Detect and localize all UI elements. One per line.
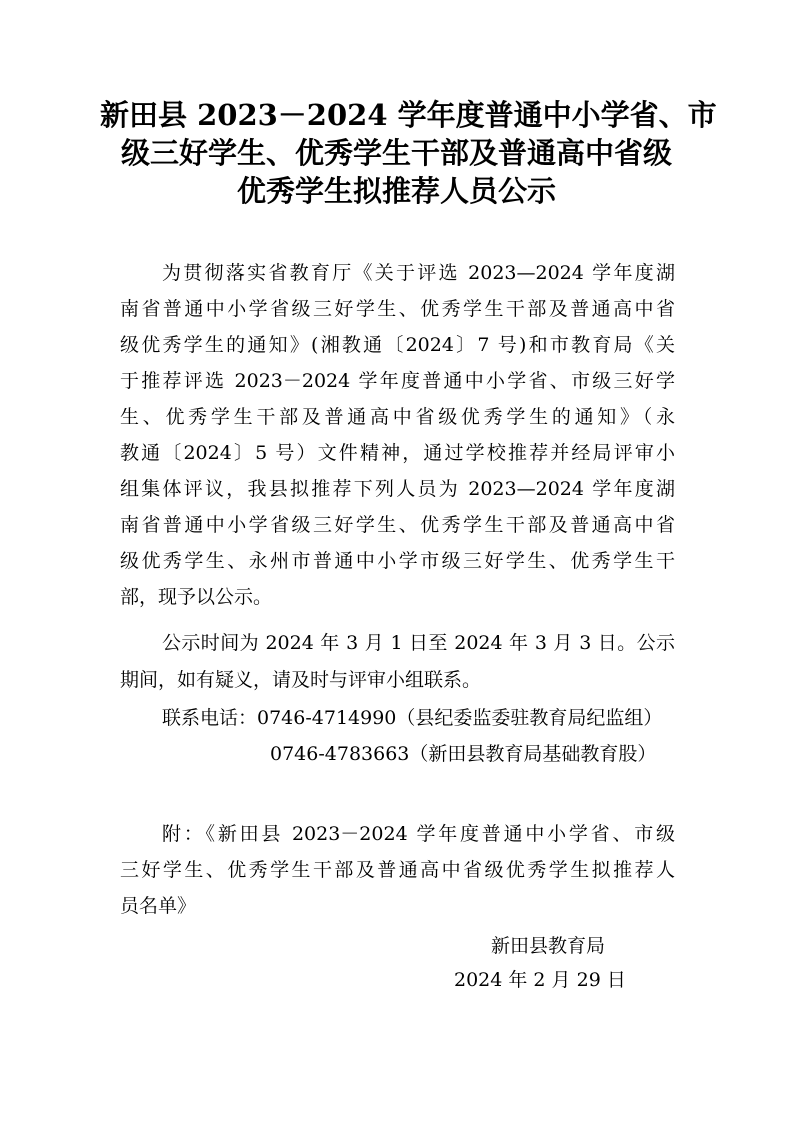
document-title — [100, 96, 717, 210]
contact-phone-1: 联系电话：0746-4714990（县纪委监委驻教育局纪监组） — [162, 707, 663, 729]
paragraph-1-line: 南省普通中小学省级三好学生、优秀学生干部及普通高中省 — [120, 298, 675, 320]
attachment-line: 附：《新田县 2023－2024 学年度普通中小学省、市级 — [162, 823, 675, 845]
paragraph-1-line: 级优秀学生、永州市普通中小学市级三好学生、优秀学生干 — [120, 550, 675, 572]
signature-org: 新田县教育局 — [491, 935, 606, 957]
paragraph-1-line: 为贯彻落实省教育厅《关于评选 2023—2024 学年度湖 — [162, 262, 675, 284]
title-line-3: 优秀学生拟推荐人员公示 — [236, 174, 556, 208]
contact-phone-2: 0746-4783663（新田县教育局基础教育股） — [270, 743, 657, 765]
paragraph-1-line: 于推荐评选 2023－2024 学年度普通中小学省、市级三好学 — [120, 370, 675, 392]
paragraph-1-line: 组集体评议，我县拟推荐下列人员为 2023—2024 学年度湖 — [120, 478, 675, 500]
title-line-2: 级三好学生、优秀学生干部及普通高中省级 — [120, 136, 672, 170]
paragraph-1-line: 部，现予以公示。 — [120, 586, 273, 608]
attachment-line: 三好学生、优秀学生干部及普通高中省级优秀学生拟推荐人 — [120, 859, 675, 881]
paragraph-2-line: 公示时间为 2024 年 3 月 1 日至 2024 年 3 月 3 日。公示 — [162, 632, 675, 654]
attachment-line: 员名单》 — [120, 895, 197, 917]
title-line-1: 新田县 2023－2024 学年度普通中小学省、市 — [100, 98, 717, 132]
paragraph-1-line: 级优秀学生的通知》(湘教通〔2024〕7 号)和市教育局《关 — [120, 334, 675, 356]
paragraph-1-line: 南省普通中小学省级三好学生、优秀学生干部及普通高中省 — [120, 514, 675, 536]
signature-date: 2024 年 2 月 29 日 — [454, 969, 626, 991]
paragraph-1-line: 生、优秀学生干部及普通高中省级优秀学生的通知》（永 — [120, 406, 675, 428]
paragraph-1-line: 教通〔2024〕5 号）文件精神，通过学校推荐并经局评审小 — [120, 442, 675, 464]
paragraph-2-line: 期间，如有疑义，请及时与评审小组联系。 — [120, 669, 482, 691]
